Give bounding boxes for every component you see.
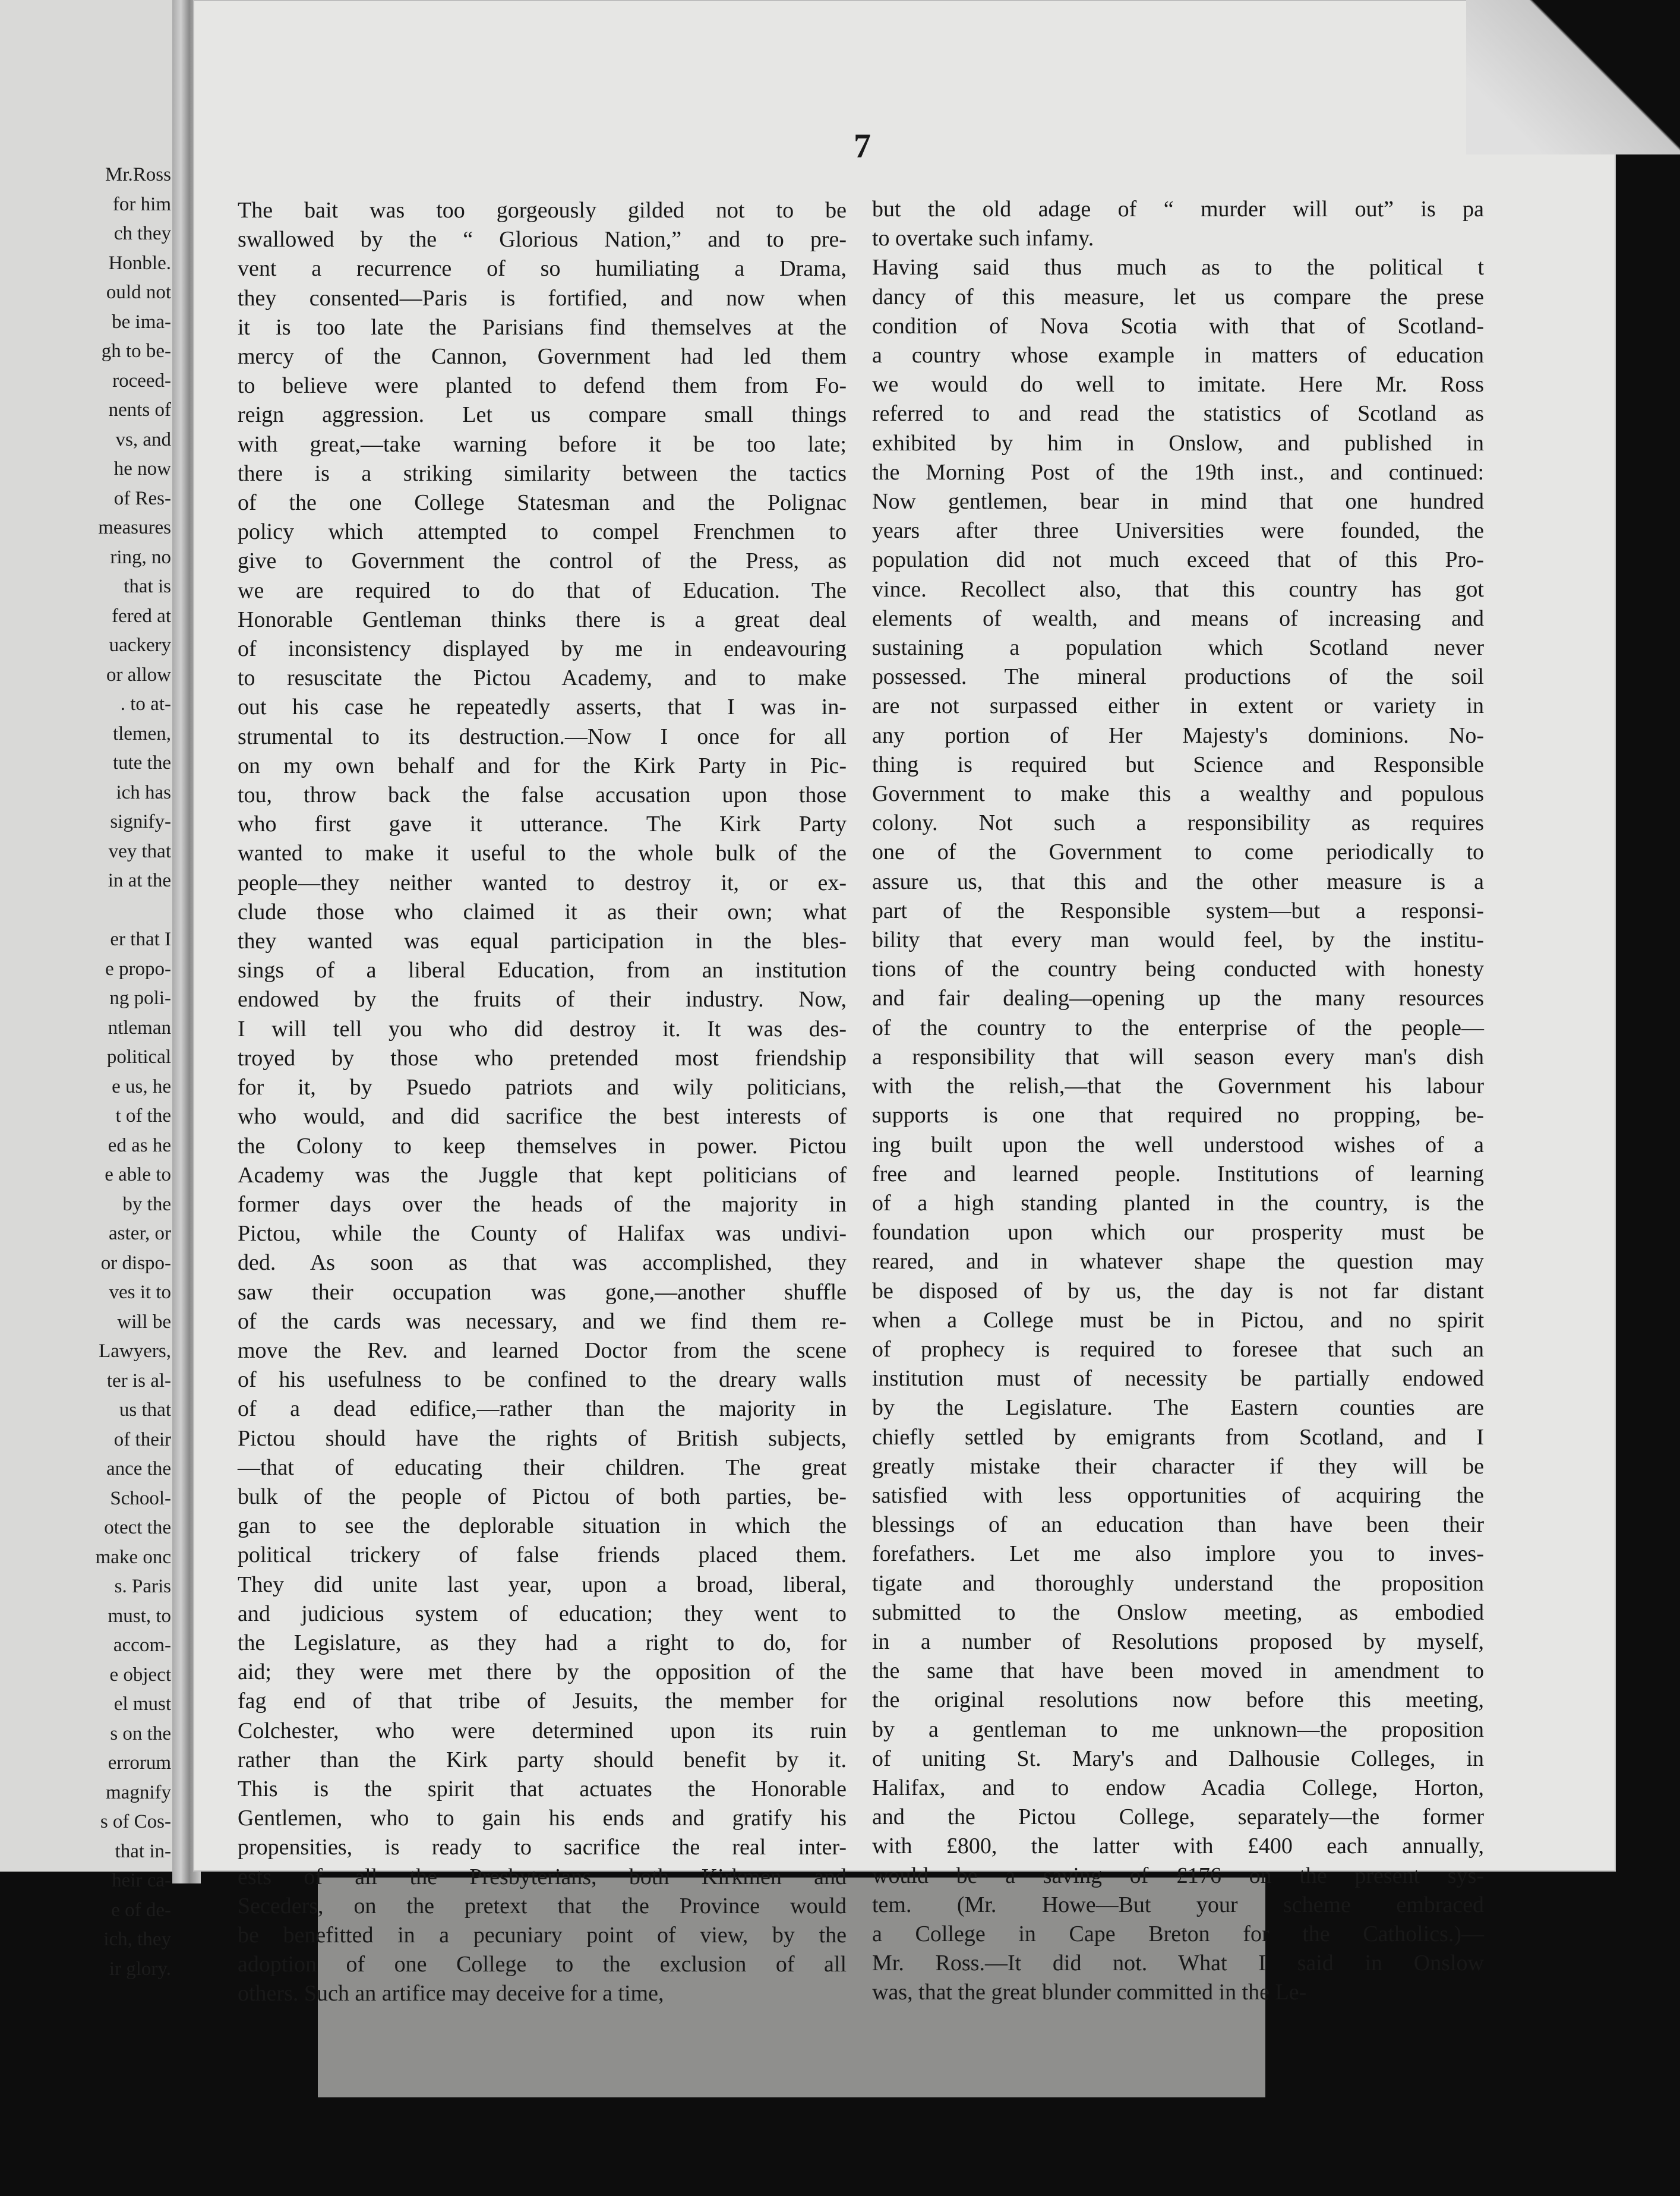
facing-page-line: ed as he: [108, 1134, 171, 1156]
text-line: the original resolutions now before this meeting,: [872, 1687, 1484, 1713]
text-line: satisfied with less opportunities of acquiring the: [872, 1482, 1484, 1508]
facing-page-line: us that: [119, 1399, 171, 1421]
text-line: former days over the heads of the majority in: [238, 1191, 847, 1217]
facing-page-line: er that I: [110, 929, 171, 950]
text-line: greatly mistake their character if they will be: [872, 1453, 1484, 1479]
text-line: Pictou, while the County of Halifax was undivi-: [238, 1221, 847, 1247]
text-line: who first gave it utterance. The Kirk Party: [238, 812, 847, 837]
text-line: of his usefulness to be confined to the dreary walls: [238, 1367, 847, 1393]
text-line: clude those who claimed it as their own; what: [238, 899, 847, 925]
facing-page-line: signify-: [110, 811, 171, 832]
text-line: tem. (Mr. Howe—But your scheme embraced: [872, 1892, 1484, 1917]
text-line: the Legislature, as they had a right to do, for: [238, 1630, 847, 1655]
facing-page-line: make onc: [95, 1546, 171, 1568]
facing-page-line: gh to be-: [101, 340, 171, 362]
text-line: This is the spirit that actuates the Honorable: [238, 1776, 847, 1801]
facing-page-line: of their: [113, 1428, 171, 1450]
text-line: strumental to its destruction.—Now I once for all: [238, 724, 847, 749]
text-line: sings of a liberal Education, from an institution: [238, 958, 847, 983]
text-line: population did not much exceed that of this Pro-: [872, 547, 1484, 573]
text-line: rather than the Kirk party should benefit by it.: [238, 1747, 847, 1772]
text-line: swallowed by the “ Glorious Nation,” and to pre-: [238, 227, 847, 253]
text-line: of a dead edifice,—rather than the majority in: [238, 1396, 847, 1422]
text-line: institution must of necessity be partially endowed: [872, 1366, 1484, 1392]
facing-page-line: e object: [109, 1664, 171, 1686]
text-line: I will tell you who did destroy it. It was des-: [238, 1016, 847, 1042]
text-line: wanted to make it useful to the whole bulk of the: [238, 841, 847, 866]
text-line: a responsibility that will season every man's dish: [872, 1044, 1484, 1069]
text-line: sustaining a population which Scotland never: [872, 635, 1484, 661]
text-line: Honorable Gentleman thinks there is a great deal: [238, 607, 847, 632]
text-line: propensities, is ready to sacrifice the real inter-: [238, 1835, 847, 1860]
facing-page-text: [0, 160, 171, 1984]
text-line: tigate and thoroughly understand the proposition: [872, 1570, 1484, 1596]
facing-page-line: ring, no: [110, 546, 171, 568]
text-line: one of the Government to come periodically to: [872, 840, 1484, 865]
facing-page-line: be ima-: [112, 311, 171, 333]
facing-page-line: Lawyers,: [99, 1340, 171, 1362]
text-line: be disposed of by us, the day is not far distant: [872, 1278, 1484, 1304]
text-line: of the one College Statesman and the Polignac: [238, 490, 847, 516]
facing-page-line: tute the: [112, 752, 171, 774]
text-line: Halifax, and to endow Acadia College, Horton,: [872, 1775, 1484, 1800]
text-line: endowed by the fruits of their industry. Now,: [238, 987, 847, 1012]
facing-page-line: e of de-: [111, 1899, 171, 1921]
text-line: foundation upon which our prosperity must be: [872, 1220, 1484, 1245]
text-line: of the cards was necessary, and we find them re-: [238, 1308, 847, 1334]
facing-page-line: vs, and: [115, 428, 171, 450]
text-line: colony. Not such a responsibility as requires: [872, 810, 1484, 836]
text-line: with £800, the latter with £400 each annually,: [872, 1834, 1484, 1859]
facing-page-line: Mr.Ross: [105, 164, 171, 185]
text-line: reign aggression. Let us compare small things: [238, 402, 847, 428]
text-line: a College in Cape Breton for the Catholics.)—: [872, 1921, 1484, 1946]
text-line: part of the Responsible system—but a responsi-: [872, 898, 1484, 923]
text-line: for it, by Psuedo patriots and wily politicians,: [238, 1075, 847, 1100]
text-line: Colchester, who were determined upon its ruin: [238, 1718, 847, 1743]
text-line: it is too late the Parisians find themselves at the: [238, 314, 847, 340]
text-line: was, that the great blunder committed in the Le-: [872, 1980, 1307, 2005]
text-line: but the old adage of “ murder will out” is pa: [872, 197, 1484, 222]
facing-page-line: ould not: [106, 282, 171, 303]
facing-page-line: in at the: [108, 870, 171, 891]
text-line: ded. As soon as that was accomplished, they: [238, 1250, 847, 1276]
facing-page-line: t of the: [115, 1105, 171, 1127]
text-line: Pictou should have the rights of British subjects,: [238, 1425, 847, 1451]
text-line: with great,—take warning before it be too late;: [238, 431, 847, 457]
text-line: thing is required but Science and Responsible: [872, 752, 1484, 777]
facing-page-line: s. Paris: [114, 1576, 171, 1597]
text-line: gan to see the deplorable situation in which the: [238, 1513, 847, 1539]
text-line: when a College must be in Pictou, and no spirit: [872, 1307, 1484, 1333]
text-line: years after three Universities were founded, the: [872, 518, 1484, 544]
text-line: a country whose example in matters of education: [872, 343, 1484, 368]
text-line: we would do well to imitate. Here Mr. Ross: [872, 372, 1484, 397]
facing-page-line: Honble.: [108, 252, 171, 274]
text-line: who would, and did sacrifice the best interests of: [238, 1104, 847, 1129]
text-line: saw their occupation was gone,—another shuffle: [238, 1279, 847, 1305]
text-line: submitted to the Onslow meeting, as embodied: [872, 1599, 1484, 1625]
text-line: condition of Nova Scotia with that of Scotland-: [872, 313, 1484, 339]
text-line: The bait was too gorgeously gilded not to be: [238, 198, 847, 223]
facing-page-line: will be: [117, 1311, 171, 1333]
text-line: in a number of Resolutions proposed by myself,: [872, 1629, 1484, 1654]
facing-page-fragment: [0, 0, 178, 1980]
text-line: tou, throw back the false accusation upon those: [238, 783, 847, 808]
text-line: Now gentlemen, bear in mind that one hundred: [872, 489, 1484, 515]
facing-page-line: ntleman: [108, 1017, 171, 1039]
facing-page-line: that in-: [115, 1840, 171, 1862]
text-line: by a gentleman to me unknown—the proposition: [872, 1717, 1484, 1742]
text-line: and judicious system of education; they went to: [238, 1601, 847, 1626]
facing-page-line: uackery: [109, 635, 171, 656]
text-column-left: [238, 196, 847, 2009]
text-column-right: [872, 195, 1484, 2008]
facing-page-line: ch they: [113, 223, 171, 244]
text-line: Seceders, on the pretext that the Province would: [238, 1893, 847, 1919]
text-line: They did unite last year, upon a broad, liberal,: [238, 1572, 847, 1597]
text-line: ing built upon the well understood wishes of a: [872, 1132, 1484, 1157]
text-line: supports is one that required no propping, be-: [872, 1103, 1484, 1128]
text-line: Mr. Ross.—It did not. What I said in Onslow: [872, 1951, 1484, 1976]
facing-page-line: ich, they: [103, 1929, 171, 1950]
text-line: to resuscitate the Pictou Academy, and to make: [238, 665, 847, 691]
facing-page-line: measures: [98, 517, 171, 538]
text-line: would be a saving of £176 on the present sys-: [872, 1863, 1484, 1888]
facing-page-line: for him: [112, 193, 171, 215]
text-line: vince. Recollect also, that this country has got: [872, 576, 1484, 602]
text-line: any portion of Her Majesty's dominions. No-: [872, 722, 1484, 748]
facing-page-line: . to at-: [120, 693, 171, 715]
text-line: others. Such an artifice may deceive for a time,: [238, 1981, 664, 2006]
text-line: are not surpassed either in extent or variety in: [872, 693, 1484, 719]
text-line: the same that have been moved in amendment to: [872, 1658, 1484, 1684]
page-corner-curl: [1466, 0, 1680, 154]
facing-page-line: e us, he: [112, 1075, 171, 1097]
text-line: free and learned people. Institutions of learning: [872, 1161, 1484, 1187]
text-line: troyed by those who pretended most friendship: [238, 1045, 847, 1071]
facing-page-line: School-: [110, 1487, 171, 1509]
text-line: of a high standing planted in the country, is the: [872, 1190, 1484, 1216]
text-line: Government to make this a wealthy and populous: [872, 781, 1484, 807]
facing-page-line: [0, 896, 171, 926]
text-line: out his case he repeatedly asserts, that I was in-: [238, 695, 847, 720]
facing-page-line: s of Cos-: [100, 1811, 171, 1832]
text-line: forefathers. Let me also implore you to inves-: [872, 1541, 1484, 1567]
text-line: the Colony to keep themselves in power. Pictou: [238, 1133, 847, 1159]
facing-page-line: fered at: [112, 605, 171, 627]
text-line: possessed. The mineral productions of the soil: [872, 664, 1484, 690]
text-line: be benefitted in a pecuniary point of view, by the: [238, 1922, 847, 1948]
text-line: bulk of the people of Pictou of both parties, be-: [238, 1484, 847, 1509]
text-line: chiefly settled by emigrants from Scotland, and I: [872, 1424, 1484, 1450]
text-line: ests of all the Presbyterians, both Kirkmen and: [238, 1864, 847, 1889]
text-line: give to Government the control of the Press, as: [238, 548, 847, 574]
facing-page-line: heir ca-: [112, 1870, 171, 1891]
text-line: on my own behalf and for the Kirk Party in Pic-: [238, 753, 847, 778]
text-line: bility that every man would feel, by the institu-: [872, 927, 1484, 953]
text-line: mercy of the Cannon, Government had led them: [238, 344, 847, 370]
facing-page-line: errorum: [108, 1752, 171, 1774]
facing-page-line: magnify: [106, 1781, 171, 1803]
text-line: Gentlemen, who to gain his ends and gratify his: [238, 1806, 847, 1831]
facing-page-line: ance the: [106, 1458, 171, 1479]
text-line: policy which attempted to compel Frenchmen to: [238, 519, 847, 545]
text-line: adoption of one College to the exclusion of all: [238, 1952, 847, 1977]
facing-page-line: nents of: [108, 399, 171, 421]
text-line: the Morning Post of the 19th inst., and continued:: [872, 459, 1484, 485]
facing-page-line: ir glory.: [109, 1958, 171, 1980]
text-line: of inconsistency displayed by me in endeavouring: [238, 636, 847, 662]
facing-page-line: accom-: [113, 1635, 171, 1656]
facing-page-line: or allow: [106, 664, 171, 686]
facing-page-line: ich has: [116, 781, 171, 803]
text-line: political trickery of false friends placed them.: [238, 1542, 847, 1568]
text-line: fag end of that tribe of Jesuits, the member for: [238, 1689, 847, 1714]
facing-page-line: s on the: [110, 1722, 171, 1744]
text-line: Academy was the Juggle that kept politicians of: [238, 1162, 847, 1188]
text-line: to overtake such infamy.: [872, 226, 1094, 251]
facing-page-line: ves it to: [109, 1282, 171, 1303]
facing-page-line: roceed-: [112, 370, 171, 392]
facing-page-line: tlemen,: [112, 722, 171, 744]
text-line: dancy of this measure, let us compare the prese: [872, 284, 1484, 310]
text-line: vent a recurrence of so humiliating a Drama,: [238, 256, 847, 282]
facing-page-line: ter is al-: [106, 1370, 171, 1392]
text-line: they wanted was equal participation in the bles-: [238, 929, 847, 954]
facing-page-line: aster, or: [109, 1223, 171, 1244]
facing-page-line: e able to: [105, 1164, 171, 1185]
text-line: we are required to do that of Education. The: [238, 578, 847, 603]
text-line: they consented—Paris is fortified, and now when: [238, 285, 847, 311]
text-line: of the country to the enterprise of the people—: [872, 1015, 1484, 1040]
facing-page-line: that is: [124, 576, 171, 597]
facing-page-line: or dispo-: [100, 1252, 171, 1274]
text-line: blessings of an education than have been their: [872, 1512, 1484, 1538]
text-line: tions of the country being conducted with honesty: [872, 957, 1484, 982]
text-line: move the Rev. and learned Doctor from the scene: [238, 1337, 847, 1363]
text-line: exhibited by him in Onslow, and published in: [872, 430, 1484, 456]
page-number: 7: [854, 127, 871, 165]
text-line: referred to and read the statistics of Scotland as: [872, 401, 1484, 427]
facing-page-line: political: [106, 1046, 171, 1068]
facing-page-line: e propo-: [105, 958, 171, 980]
text-line: there is a striking similarity between the tactics: [238, 460, 847, 486]
text-line: people—they neither wanted to destroy it, or ex-: [238, 870, 847, 895]
facing-page-line: must, to: [108, 1605, 171, 1627]
text-line: Having said thus much as to the political t: [872, 255, 1484, 280]
text-line: reared, and in whatever shape the question may: [872, 1249, 1484, 1274]
facing-page-line: ng poli-: [109, 987, 171, 1009]
facing-page-line: vey that: [108, 840, 171, 862]
text-line: to believe were planted to defend them from Fo-: [238, 373, 847, 399]
facing-page-line: he now: [113, 458, 171, 479]
text-line: of uniting St. Mary's and Dalhousie Colleges, in: [872, 1746, 1484, 1771]
facing-page-line: by the: [122, 1193, 171, 1215]
text-line: with the relish,—that the Government his labour: [872, 1074, 1484, 1099]
text-line: of prophecy is required to foresee that such an: [872, 1336, 1484, 1362]
text-line: aid; they were met there by the opposition of the: [238, 1659, 847, 1685]
text-line: by the Legislature. The Eastern counties are: [872, 1395, 1484, 1421]
text-line: —that of educating their children. The great: [238, 1454, 847, 1480]
text-line: elements of wealth, and means of increasing and: [872, 605, 1484, 631]
text-line: assure us, that this and the other measure is a: [872, 869, 1484, 894]
facing-page-line: of Res-: [113, 487, 171, 509]
facing-page-line: el must: [113, 1693, 171, 1715]
text-line: and fair dealing—opening up the many resources: [872, 986, 1484, 1011]
text-line: and the Pictou College, separately—the former: [872, 1804, 1484, 1830]
facing-page-line: otect the: [104, 1517, 171, 1538]
